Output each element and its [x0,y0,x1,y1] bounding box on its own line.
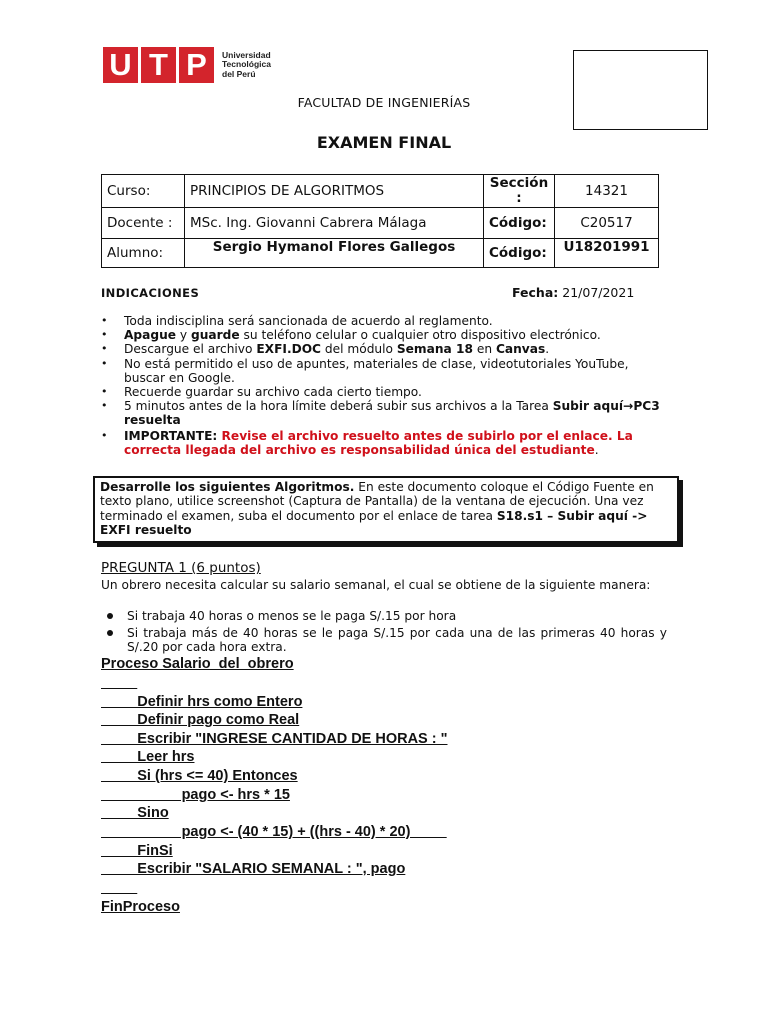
code-line-8: pago <- hrs * 15 [101,787,290,803]
code-line-10: pago <- (40 * 15) + ((hrs - 40) * 20) [101,824,447,840]
question1-description: Un obrero necesita calcular su salario semanal, el cual se obtiene de la siguiente manera: [101,578,651,592]
fecha-value: 21/07/2021 [562,285,635,300]
logo-university-name: Universidad Tecnológica del Perú [222,49,271,79]
utp-logo [103,47,271,83]
list-item: • IMPORTANTE: Revise el archivo resuelto antes de subirlo por el enlace. La correcta llegada del archivo es responsabilidad única del estudiante. [101,429,671,457]
code-line-7: Si (hrs <= 40) Entonces [101,768,298,784]
alumno-label: Alumno: [102,239,185,268]
important-warning: Revise el archivo resuelto antes de subirlo por el enlace. La correcta llegada del archivo es responsabilidad única del estudiante [124,428,633,457]
list-item: • No está permitido el uso de apuntes, materiales de clase, videotutoriales YouTube, buscar en Google. [101,357,671,385]
question1-conditions [101,609,667,658]
list-item: Si trabaja 40 horas o menos se le paga S/.15 por hora [101,609,667,623]
logo-letter-u: U [103,47,138,83]
docente-value: MSc. Ing. Giovanni Cabrera Málaga [185,208,484,239]
alumno-value: Sergio Hymanol Flores Gallegos [185,239,484,268]
codigo-alumno-label: Código: [484,239,555,268]
logo-letter-p: P [179,47,214,83]
code-line-11: FinSi [101,843,173,859]
list-item: Si trabaja más de 40 horas se le paga S/.15 por cada una de las primeras 40 horas y S/.20 por cada hora extra. [101,626,667,654]
list-item: • Descargue el archivo EXFI.DOC del módulo Semana 18 en Canvas. [101,342,671,356]
list-item: • 5 minutos antes de la hora límite deberá subir sus archivos a la Tarea Subir aquí→PC3 resuelta [101,399,671,427]
student-info-table [101,174,659,268]
codigo-docente-value: C20517 [555,208,659,239]
code-line-3: Definir hrs como Entero [101,694,303,710]
code-line-1: Proceso Salario_del_obrero [101,656,294,672]
exam-date [512,285,634,300]
codigo-docente-label: Código: [484,208,555,239]
curso-value: PRINCIPIOS DE ALGORITMOS [185,175,484,208]
fecha-label: Fecha: [512,285,559,300]
photo-box [573,50,708,130]
curso-label: Curso: [102,175,185,208]
code-line-5: Escribir "INGRESE CANTIDAD DE HORAS : " [101,731,448,747]
list-item: • Recuerde guardar su archivo cada cierto tiempo. [101,385,671,399]
docente-label: Docente : [102,208,185,239]
code-line-9: Sino [101,805,169,821]
code-line-6: Leer hrs [101,749,195,765]
question1-title: PREGUNTA 1 (6 puntos) [101,560,261,576]
logo-letters [103,47,214,83]
indications-list [101,314,671,457]
codigo-alumno-value: U18201991 [555,239,659,268]
list-item: • Apague y guarde su teléfono celular o cualquier otro dispositivo electrónico. [101,328,671,342]
table-row [102,208,659,239]
seccion-value: 14321 [555,175,659,208]
faculty-title: FACULTAD DE INGENIERÍAS [297,95,471,110]
table-row [102,239,659,268]
code-line-2 [101,675,137,691]
code-line-4: Definir pago como Real [101,712,300,728]
indications-title: INDICACIONES [101,286,200,300]
list-item: • Toda indisciplina será sancionada de acuerdo al reglamento. [101,314,671,328]
code-line-14: FinProceso [101,899,180,915]
seccion-label: Sección : [484,175,555,208]
instructions-box: Desarrolle los siguientes Algoritmos. En este documento coloque el Código Fuente en texto plano, utilice screenshot (Captura de Pantalla) de la ventana de ejecución. Una vez terminado el examen, suba el documento por el enlace de tarea S18.s1 – Subir aquí -> EXFI resuelto [93,476,679,543]
code-line-12: Escribir "SALARIO SEMANAL : ", pago [101,861,406,877]
code-line-13 [101,880,137,896]
exam-title: EXAMEN FINAL [316,133,452,152]
table-row [102,175,659,208]
logo-letter-t: T [141,47,176,83]
